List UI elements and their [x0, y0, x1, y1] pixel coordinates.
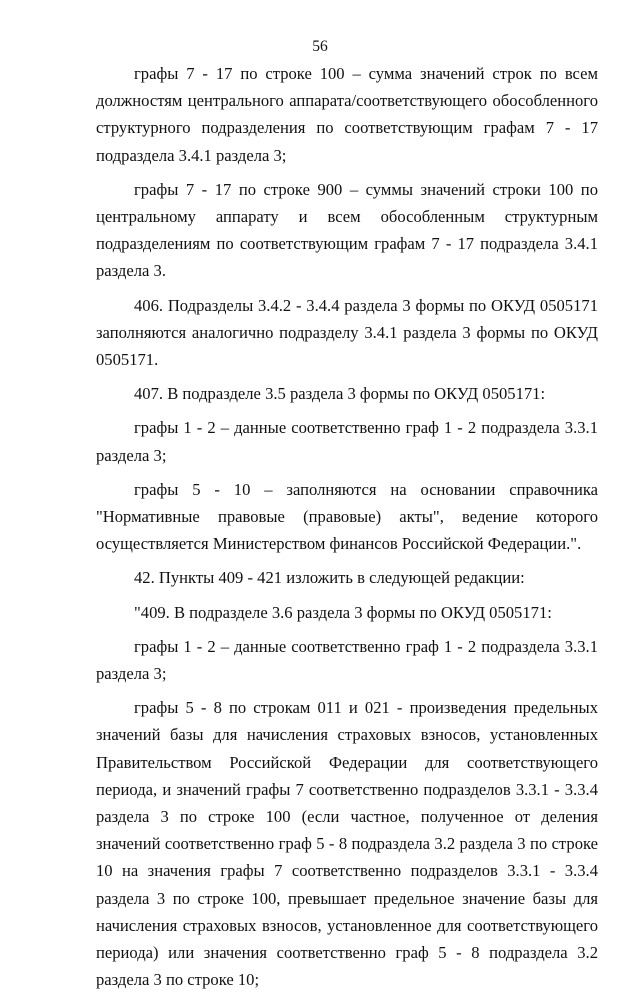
document-body	[96, 60, 598, 1001]
paragraph-graphs-1-2: графы 1 - 2 – данные соответственно граф 1 - 2 подраздела 3.3.1 раздела 3;	[96, 418, 598, 465]
paragraph-graphs-7-17-row-100: графы 7 - 17 по строке 100 – сумма значений строк по всем должностям центрального аппарата/соответствующего обособленного структурного подразделения по соответствующим графам 7 - 17 подраздела 3.4.1 раздела 3;	[96, 64, 598, 165]
paragraph-graphs-1-2-section-3-6: графы 1 - 2 – данные соответственно граф 1 - 2 подраздела 3.3.1 раздела 3;	[96, 636, 598, 684]
paragraph-graphs-7-17-row-900: графы 7 - 17 по строке 900 – суммы значений строки 100 по центральному аппарату и всем обособленным структурным подразделениям по соответствующим графам 7 - 17 подраздела 3.4.1 раздела 3.	[96, 179, 598, 281]
paragraph-item-407: 407. В подразделе 3.5 раздела 3 формы по ОКУД 0505171:	[134, 384, 546, 404]
paragraph-item-409: "409. В подразделе 3.6 раздела 3 формы по ОКУД 0505171:	[134, 602, 552, 622]
paragraph-graphs-5-8-rows-011-021: графы 5 - 8 по строкам 011 и 021 - произведения предельных значений базы для начисления страховых взносов, установленных Правительством Российской Федерации для соответствующего периода, и значений графы 7 соответственно подразделов 3.3.1 - 3.3.4 раздела 3 по строке 100 (если частное, полученное от деления значений соответственно граф 5 - 8 подраздела 3.2 раздела 3 по строке 10 на значения графы 7 соответственно подразделов 3.3.1 - 3.3.4 раздела 3 по строке 100, превышает предельное значение базы для начисления страховых взносов, установленное для соответствующего периода) или значения соответственно граф 5 - 8 подраздела 3.2 раздела 3 по строке 10;	[96, 698, 598, 990]
page-number: 56	[312, 38, 328, 55]
paragraph-graphs-5-10: графы 5 - 10 – заполняются на основании справочника "Нормативные правовые (правовые) акты", ведение которого осуществляется Министерством финансов Российской Федерации.".	[96, 479, 598, 554]
paragraph-item-406: 406. Подразделы 3.4.2 - 3.4.4 раздела 3 формы по ОКУД 0505171 заполняются аналогично подразделу 3.4.1 раздела 3 формы по ОКУД 0505171.	[96, 295, 598, 370]
paragraph-item-42: 42. Пункты 409 - 421 изложить в следующей редакции:	[134, 568, 525, 588]
